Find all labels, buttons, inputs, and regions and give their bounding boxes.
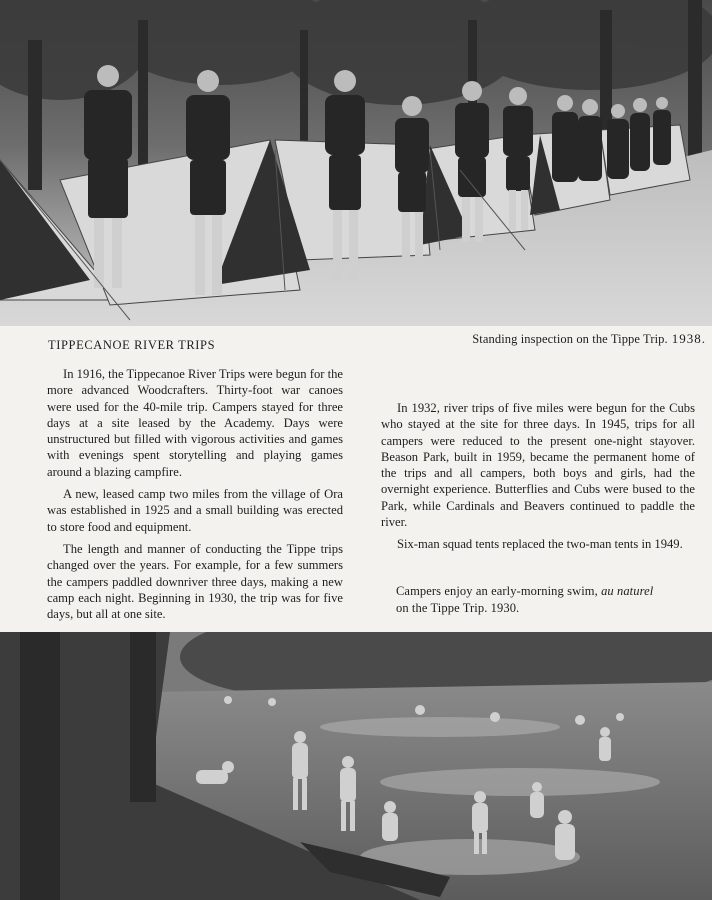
inspection-photo bbox=[0, 0, 712, 326]
caption-bottom-after: on the Tippe Trip. 1930. bbox=[396, 601, 520, 615]
caption-top-text: Standing inspection on the Tippe Trip. bbox=[472, 332, 668, 346]
left-paragraph-2: A new, leased camp two miles from the village of Ora was established in 1925 and a small building was erected to store food and equipment. bbox=[47, 487, 343, 534]
right-column bbox=[381, 400, 695, 559]
right-paragraph-2: Six-man squad tents replaced the two-man tents in 1949. bbox=[397, 537, 683, 552]
caption-bottom-before: Campers enjoy an early-morning swim, bbox=[396, 584, 598, 598]
caption-top-year: 1938. bbox=[671, 331, 706, 346]
left-paragraph-3: The length and manner of conducting the Tippe trips changed over the years. For example, for a few summers the campers paddled downriver three days, making a new camp each night. Beginning in 1930, the trip was for five days, but all at one site. bbox=[47, 541, 343, 622]
left-column bbox=[47, 366, 343, 628]
section-title: TIPPECANOE RIVER TRIPS bbox=[48, 338, 216, 352]
river-swim-photo bbox=[0, 632, 712, 900]
left-paragraph-1: In 1916, the Tippecanoe River Trips were begun for the more advanced Woodcrafters. Thirty-foot war canoes were used for the 40-mile trip. Campers stayed for three days at a site leased by the Academy. Days were unstructured but filled with vigorous activities and games with evenings spent storytelling and playing games around a blazing campfire. bbox=[47, 367, 343, 479]
caption-top bbox=[472, 330, 706, 348]
caption-bottom bbox=[396, 583, 696, 617]
right-paragraph-1: In 1932, river trips of five miles were begun for the Cubs who stayed at the site for three days. In 1945, trips for all campers were reduced to the present one-night stayover. Beason Park, built in 1959, became the permanent home of the trips and all campers, both boys and girls, had the overnight experience. Butterflies and Cubs were bused to the Park, while Cardinals and Beavers continued to paddle the river. bbox=[381, 401, 695, 530]
caption-bottom-italic: au naturel bbox=[601, 584, 654, 598]
